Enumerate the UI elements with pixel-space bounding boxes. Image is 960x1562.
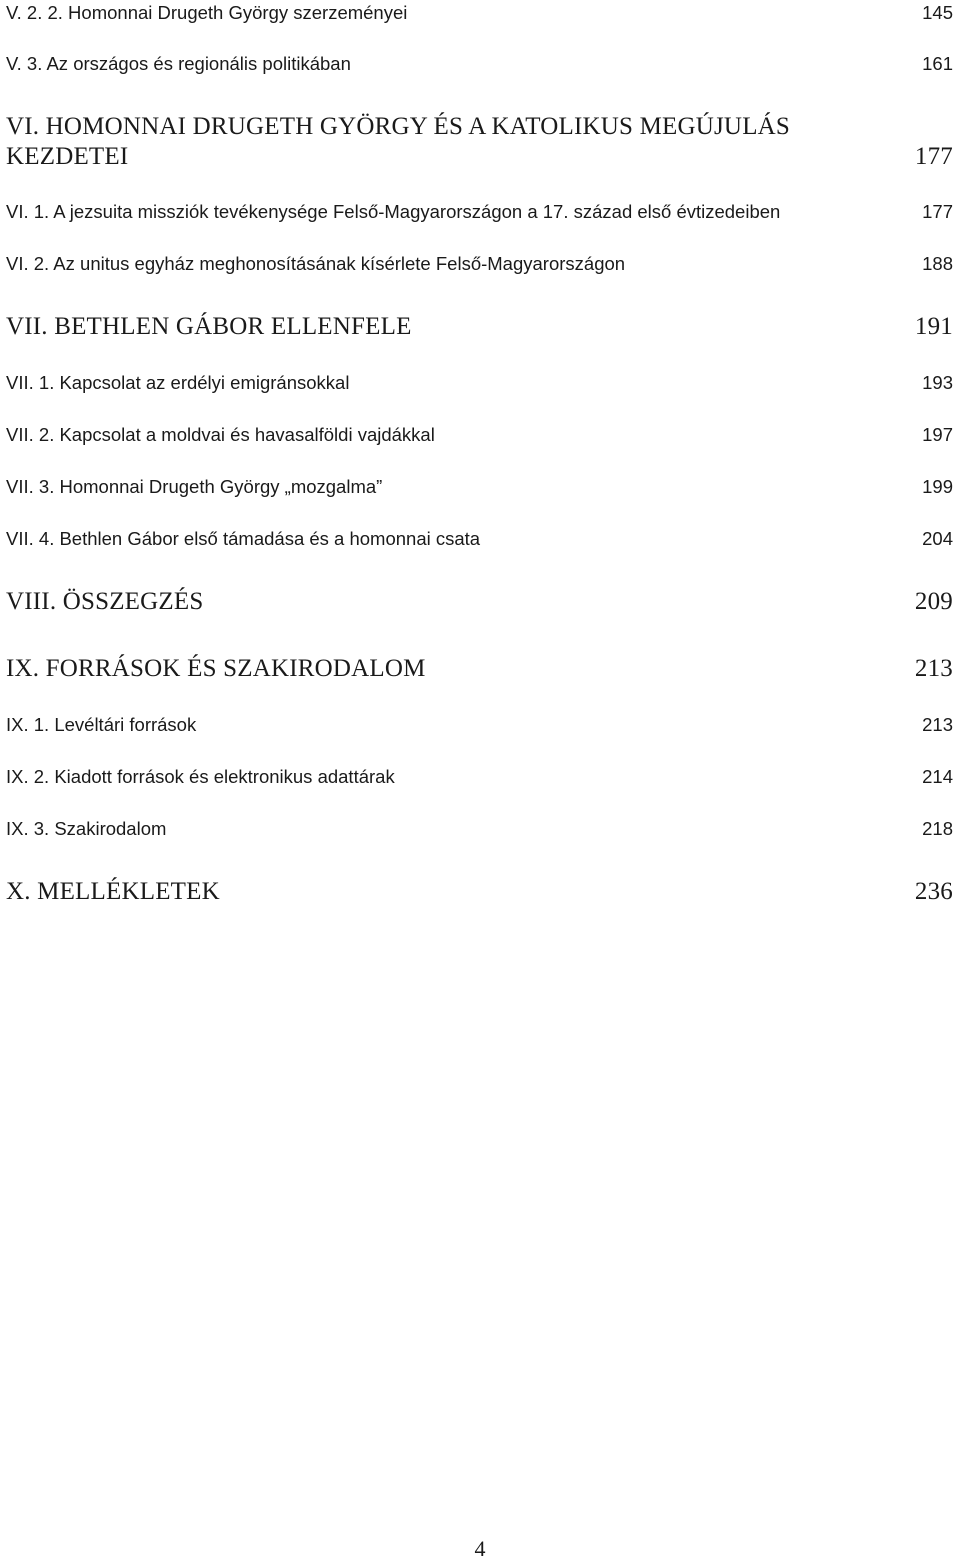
toc-entry-page: 161 <box>922 53 953 74</box>
toc-entry-v-3[interactable] <box>6 53 953 75</box>
toc-chapter-page: 209 <box>914 588 953 615</box>
page-number: 4 <box>474 1536 486 1561</box>
toc-entry-title: V. 3. Az országos és regionális politikában <box>6 53 351 74</box>
toc-entry-title: IX. 3. Szakirodalom <box>6 818 167 839</box>
toc-entry-page: 145 <box>922 2 953 23</box>
toc-entry-page: 218 <box>922 818 953 839</box>
toc-entry-title: VI. 1. A jezsuita missziók tevékenysége Felső-Magyarországon a 17. század első évtizedeiben <box>6 201 781 222</box>
toc-entry-page: 214 <box>922 766 953 787</box>
toc-entry-ix-3[interactable] <box>6 818 953 840</box>
toc-chapter-ix[interactable] <box>6 655 953 683</box>
toc-chapter-page: 177 <box>914 143 953 170</box>
toc-entry-vi-2[interactable] <box>6 253 953 275</box>
toc-entry-page: 188 <box>922 253 953 274</box>
toc-entry-title: VI. 2. Az unitus egyház meghonosításának kísérlete Felső-Magyarországon <box>6 253 626 274</box>
toc-entry-title: IX. 1. Levéltári források <box>6 714 197 735</box>
toc-entry-vii-2[interactable] <box>6 424 953 446</box>
toc-entry-title: IX. 2. Kiadott források és elektronikus adattárak <box>6 766 395 787</box>
toc-entry-ix-2[interactable] <box>6 766 953 788</box>
toc-entry-ix-1[interactable] <box>6 714 953 736</box>
toc-chapter-vi[interactable] <box>6 113 953 171</box>
toc-chapter-title-line1: VI. HOMONNAI DRUGETH GYÖRGY ÉS A KATOLIKUS MEGÚJULÁS <box>6 113 791 140</box>
toc-entry-page: 193 <box>922 372 953 393</box>
toc-entry-vii-1[interactable] <box>6 372 953 394</box>
toc-entry-page: 213 <box>922 714 953 735</box>
toc-entry-title: VII. 4. Bethlen Gábor első támadása és a homonnai csata <box>6 528 481 549</box>
toc-entry-vi-1[interactable] <box>6 201 953 223</box>
toc-chapter-page: 236 <box>914 878 953 905</box>
toc-chapter-title: X. MELLÉKLETEK <box>6 878 220 905</box>
toc-entry-page: 177 <box>922 201 953 222</box>
toc-entry-title: VII. 3. Homonnai Drugeth György „mozgalma” <box>6 476 383 497</box>
toc-entry-page: 197 <box>922 424 953 445</box>
toc-entry-title: V. 2. 2. Homonnai Drugeth György szerzeményei <box>6 2 408 23</box>
toc-entry-page: 204 <box>922 528 953 549</box>
toc-entry-title: VII. 1. Kapcsolat az erdélyi emigránsokkal <box>6 372 350 393</box>
toc-chapter-vii[interactable] <box>6 313 953 341</box>
toc-chapter-title: IX. FORRÁSOK ÉS SZAKIRODALOM <box>6 655 426 682</box>
toc-entry-title: VII. 2. Kapcsolat a moldvai és havasalföldi vajdákkal <box>6 424 435 445</box>
toc-entry-vii-4[interactable] <box>6 528 953 550</box>
toc-entry-page: 199 <box>922 476 953 497</box>
toc-chapter-title: VII. BETHLEN GÁBOR ELLENFELE <box>6 313 412 340</box>
toc-chapter-title: VIII. ÖSSZEGZÉS <box>6 588 204 615</box>
toc-chapter-title-line2: KEZDETEI <box>6 143 129 170</box>
toc-chapter-page: 213 <box>914 655 953 682</box>
toc-chapter-viii[interactable] <box>6 588 953 616</box>
toc-chapter-x[interactable] <box>6 878 953 906</box>
toc-entry-v-2-2[interactable] <box>6 2 953 24</box>
toc-chapter-page: 191 <box>914 313 953 340</box>
toc-entry-vii-3[interactable] <box>6 476 953 498</box>
